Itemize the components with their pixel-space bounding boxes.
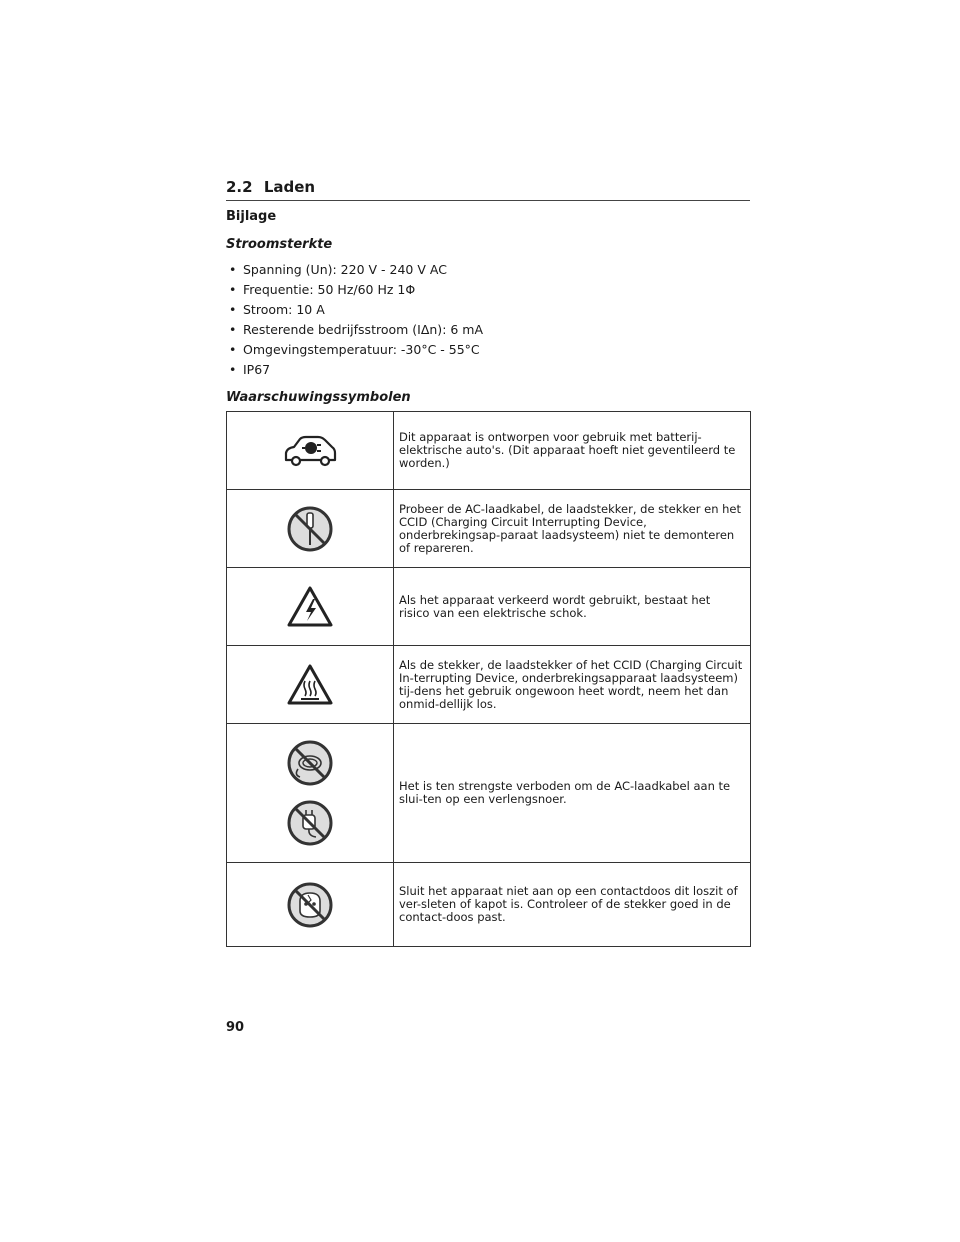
warning-text: Het is ten strengste verboden om de AC-laadkabel aan te slui-ten op een verlengsnoer. xyxy=(394,724,751,863)
table-row xyxy=(227,568,751,646)
spec-list xyxy=(226,260,483,380)
no-disassembly-screwdriver-icon xyxy=(286,505,334,553)
warnings-title: Waarschuwingssymbolen xyxy=(226,390,411,405)
table-row xyxy=(227,490,751,568)
hot-surface-warning-icon xyxy=(286,663,334,707)
no-extension-cord-icon xyxy=(286,739,334,787)
warning-text: Probeer de AC-laadkabel, de laadstekker, de stekker en het CCID (Charging Circuit Interrupting Device, onderbrekingsap-paraat laadsysteem) niet te demonteren of repareren. xyxy=(394,490,751,568)
table-row xyxy=(227,412,751,490)
warning-text: Dit apparaat is ontworpen voor gebruik met batterij-elektrische auto's. (Dit apparaat hoeft niet geventileerd te worden.) xyxy=(394,412,751,490)
spec-item: • IP67 xyxy=(226,360,483,380)
section-number: 2.2 xyxy=(226,178,253,196)
spec-item: • Omgevingstemperatuur: -30°C - 55°C xyxy=(226,340,483,360)
spec-item: • Stroom: 10 A xyxy=(226,300,483,320)
symbol-cell xyxy=(227,568,394,646)
warning-text: Sluit het apparaat niet aan op een contactdoos dit loszit of ver-sleten of kapot is. Controleer of de stekker goed in de contact-doos past. xyxy=(394,863,751,947)
appendix-title: Bijlage xyxy=(226,209,277,224)
symbol-cell xyxy=(227,863,394,947)
table-row xyxy=(227,646,751,724)
spec-item: • Frequentie: 50 Hz/60 Hz 1Φ xyxy=(226,280,483,300)
spec-item: • Resterende bedrijfsstroom (IΔn): 6 mA xyxy=(226,320,483,340)
page-number: 90 xyxy=(226,1020,245,1035)
table-row xyxy=(227,724,751,863)
symbol-cell xyxy=(227,412,394,490)
symbol-cell xyxy=(227,646,394,724)
current-title: Stroomsterkte xyxy=(226,237,333,252)
electric-shock-warning-icon xyxy=(286,585,334,629)
table-row xyxy=(227,863,751,947)
warning-symbols-table xyxy=(226,411,751,947)
section-header xyxy=(226,178,750,201)
warning-text: Als het apparaat verkeerd wordt gebruikt, bestaat het risico van een elektrische schok. xyxy=(394,568,751,646)
section-title: Laden xyxy=(263,178,316,196)
electric-car-plug-icon xyxy=(282,434,338,468)
symbol-cell xyxy=(227,490,394,568)
spec-item: • Spanning (Un): 220 V - 240 V AC xyxy=(226,260,483,280)
warning-text: Als de stekker, de laadstekker of het CCID (Charging Circuit In-terrupting Device, onderbrekingsapparaat laadsysteem) tij-dens het gebruik ongewoon heet wordt, neem het dan onmid-dellijk los. xyxy=(394,646,751,724)
no-damaged-socket-icon xyxy=(286,881,334,929)
symbol-cell xyxy=(227,724,394,863)
no-plug-adapter-icon xyxy=(286,799,334,847)
